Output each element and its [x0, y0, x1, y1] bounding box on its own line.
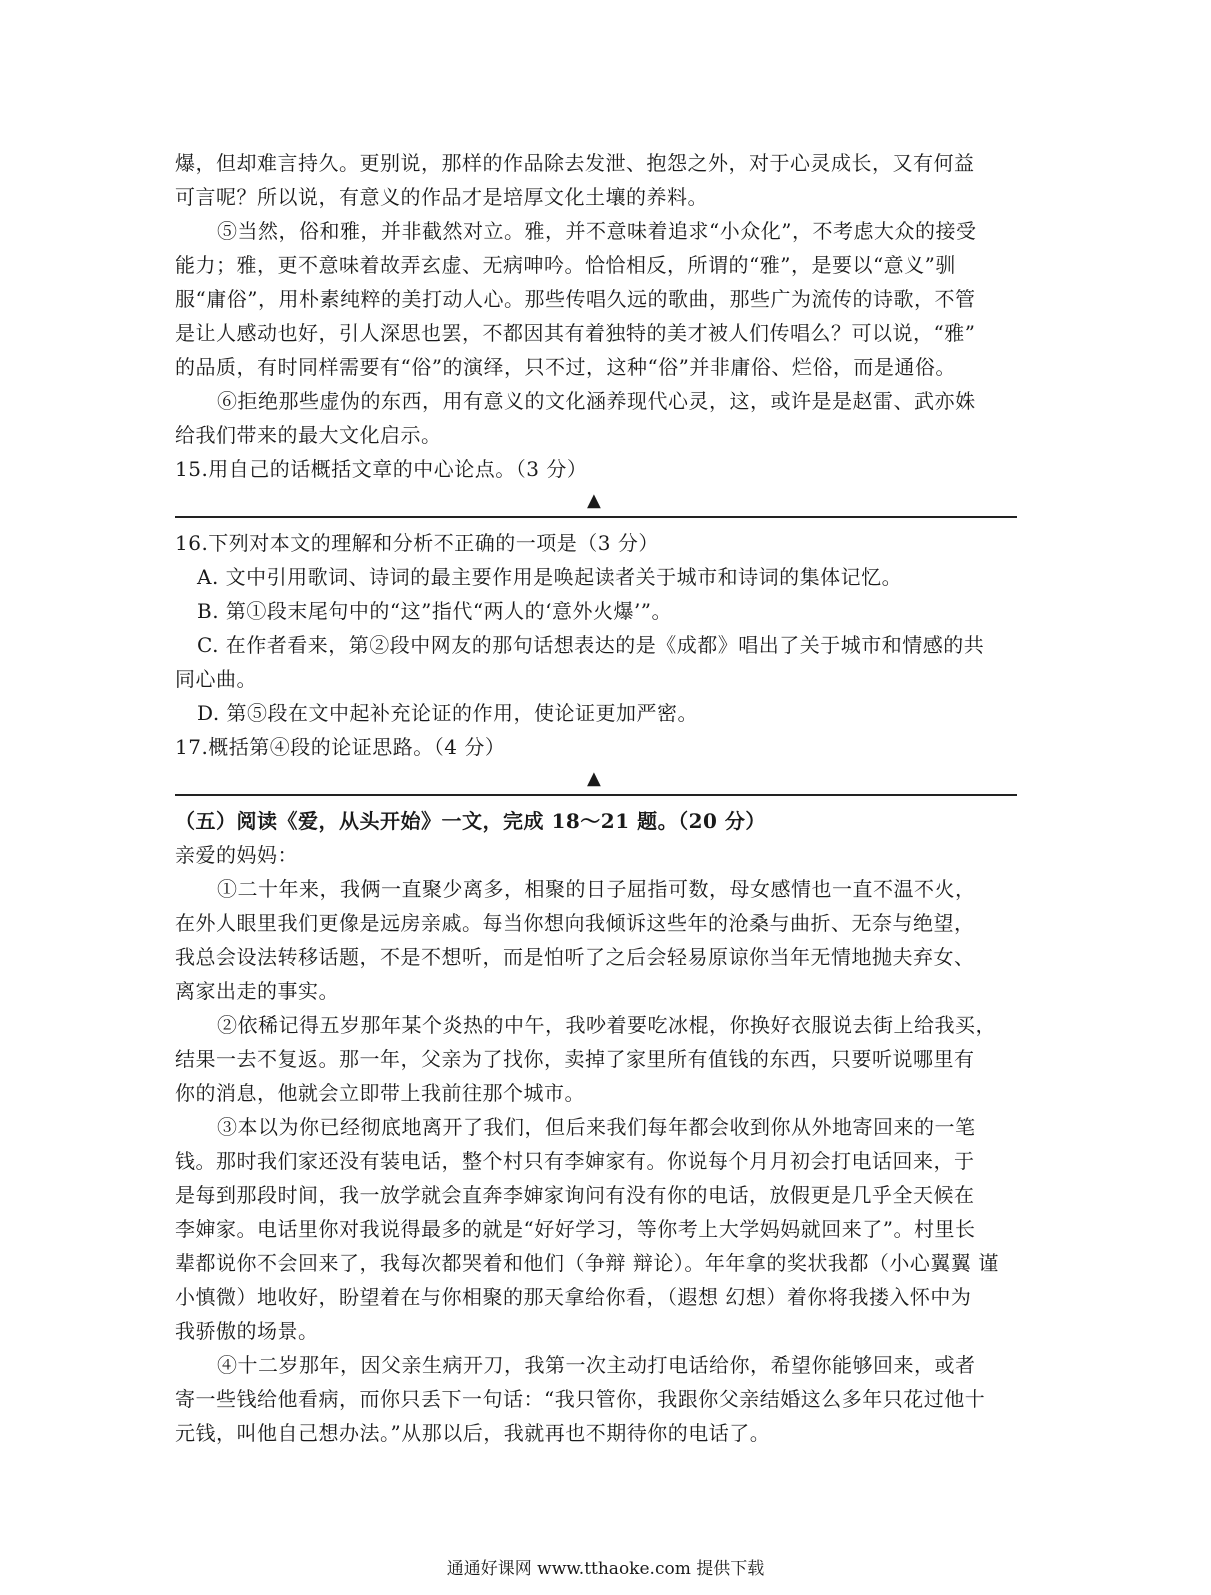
- text-line: 辈都说你不会回来了，我每次都哭着和他们（争辩 辩论）。年年拿的奖状我都（小心翼翼 谨: [175, 1251, 999, 1275]
- text-line: 是每到那段时间，我一放学就会直奔李婶家询问有没有你的电话，放假更是几乎全天候在: [175, 1183, 975, 1207]
- text-line: ①二十年来，我俩一直聚少离多，相聚的日子屈指可数，母女感情也一直不温不火，: [217, 877, 976, 901]
- option-d: D. 第⑤段在文中起补充论证的作用，使论证更加严密。: [197, 701, 699, 725]
- text-line: 寄一些钱给他看病，而你只丢下一句话：“我只管你，我跟你父亲结婚这么多年只花过他十: [175, 1387, 986, 1411]
- text-line: ⑤当然，俗和雅，并非截然对立。雅，并不意味着追求“小众化”，不考虑大众的接受: [217, 219, 977, 243]
- text-line: 我总会设法转移话题，不是不想听，而是怕听了之后会轻易原谅你当年无情地抛夫弃女、: [175, 945, 975, 969]
- text-line: 我骄傲的场景。: [175, 1319, 319, 1343]
- answer-rule: [175, 794, 1017, 796]
- paragraph-6: [175, 384, 1017, 452]
- answer-triangle-icon: ▲: [587, 490, 601, 511]
- answer-line-15: [175, 486, 1017, 526]
- text-line: 李婶家。电话里你对我说得最多的就是“好好学习，等你考上大学妈妈就回来了”。村里长: [175, 1217, 976, 1241]
- text-line: 给我们带来的最大文化启示。: [175, 423, 442, 447]
- section-five-heading: （五）阅读《爱，从头开始》一文，完成 18～21 题。（20 分）: [175, 809, 766, 833]
- text-line: 小慎微）地收好，盼望着在与你相聚的那天拿给你看，（遐想 幻想）着你将我搂入怀中为: [175, 1285, 972, 1309]
- text-line: 能力；雅，更不意味着故弄玄虚、无病呻吟。恰恰相反，所谓的“雅”，是要以“意义”驯: [175, 253, 956, 277]
- letter-paragraph-4: [175, 1348, 1017, 1450]
- option-c: C. 在作者看来，第②段中网友的那句话想表达的是《成都》唱出了关于城市和情感的共: [197, 633, 985, 657]
- option-a: A. 文中引用歌词、诗词的最主要作用是唤起读者关于城市和诗词的集体记忆。: [197, 565, 903, 589]
- text-line: 离家出走的事实。: [175, 979, 339, 1003]
- page-footer: 通通好课网 www.tthaoke.com 提供下载: [446, 1559, 765, 1579]
- text-line: ④十二岁那年，因父亲生病开刀，我第一次主动打电话给你，希望你能够回来，或者: [217, 1353, 976, 1377]
- text-line: ③本以为你已经彻底地离开了我们，但后来我们每年都会收到你从外地寄回来的一笔: [217, 1115, 976, 1139]
- paragraph-5: [175, 214, 1017, 384]
- option-c-continued: 同心曲。: [175, 667, 257, 691]
- question-16: [175, 526, 1017, 730]
- text-line: 的品质，有时同样需要有“俗”的演绎，只不过，这种“俗”并非庸俗、烂俗，而是通俗。: [175, 355, 956, 379]
- text-line: 在外人眼里我们更像是远房亲戚。每当你想向我倾诉这些年的沧桑与曲折、无奈与绝望，: [175, 911, 975, 935]
- answer-triangle-icon: ▲: [587, 768, 601, 789]
- text-line: 可言呢？所以说，有意义的作品才是培厚文化土壤的养料。: [175, 185, 708, 209]
- letter-paragraph-3: [175, 1110, 1017, 1348]
- text-line: 爆，但却难言持久。更别说，那样的作品除去发泄、抱怨之外，对于心灵成长，又有何益: [175, 151, 975, 175]
- text-line: 服“庸俗”，用朴素纯粹的美打动人心。那些传唱久远的歌曲，那些广为流传的诗歌，不管: [175, 287, 976, 311]
- letter-paragraph-2: [175, 1008, 1017, 1110]
- question-17: 17.概括第④段的论证思路。（4 分）: [175, 735, 506, 759]
- letter: [175, 838, 1017, 1450]
- text-line: 你的消息，他就会立即带上我前往那个城市。: [175, 1081, 585, 1105]
- text-line: 钱。那时我们家还没有装电话，整个村只有李婶家有。你说每个月月初会打电话回来，于: [175, 1149, 975, 1173]
- answer-line-17: [175, 764, 1017, 804]
- text-line: ⑥拒绝那些虚伪的东西，用有意义的文化涵养现代心灵，这，或许是是赵雷、武亦姝: [217, 389, 976, 413]
- question-16-stem: 16.下列对本文的理解和分析不正确的一项是（3 分）: [175, 531, 659, 555]
- question-15: 15.用自己的话概括文章的中心论点。（3 分）: [175, 457, 588, 481]
- passage-four-tail: [175, 146, 1017, 214]
- text-line: 元钱，叫他自己想办法。”从那以后，我就再也不期待你的电话了。: [175, 1421, 771, 1445]
- text-line: 结果一去不复返。那一年，父亲为了找你，卖掉了家里所有值钱的东西，只要听说哪里有: [175, 1047, 975, 1071]
- letter-paragraph-1: [175, 872, 1017, 1008]
- exam-page: [175, 146, 1017, 1450]
- answer-rule: [175, 516, 1017, 518]
- option-b: B. 第①段末尾句中的“这”指代“两人的‘意外火爆’”。: [197, 599, 673, 623]
- text-line: ②依稀记得五岁那年某个炎热的中午，我吵着要吃冰棍，你换好衣服说去街上给我买，: [217, 1013, 996, 1037]
- text-line: 是让人感动也好，引人深思也罢，不都因其有着独特的美才被人们传唱么？可以说，“雅”: [175, 321, 976, 345]
- letter-salutation: 亲爱的妈妈：: [175, 843, 298, 867]
